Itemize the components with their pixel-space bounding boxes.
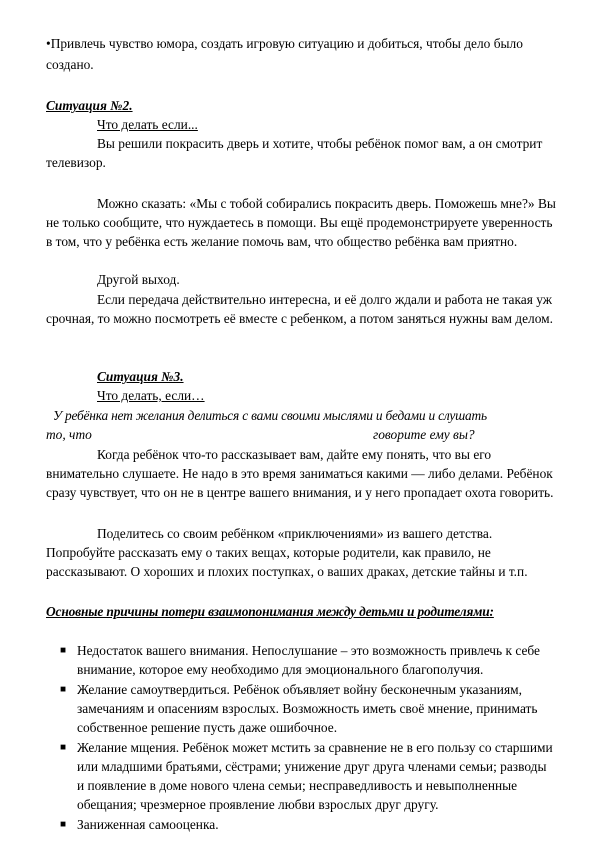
situation-3-title: Ситуация №3. <box>97 369 184 384</box>
situation-2-paragraph-2: Можно сказать: «Мы с тобой собирались покрасить дверь. Поможешь мне?» Вы не только сообщите, что нуждаетесь в помощи. Вы ещё продемонстрируете уверенность в том, что у ребёнка есть желание помочь вам, что общество ребёнка вам приятно. <box>46 196 556 249</box>
reasons-list <box>46 641 556 834</box>
situation-3-question-line-2-left: то, что <box>46 427 92 442</box>
list-item-text: Желание мщения. Ребёнок может мстить за сравнение не в его пользу со старшими или младшими братьями, сёстрами; унижение друг друга членами семьи; разводы и появление в доме нового члена семьи; несправедливость и невыполненные обещания; чрезмерное проявление любви взрослых друг другу. <box>77 740 553 812</box>
square-bullet-icon: ■ <box>60 819 67 830</box>
list-item <box>46 738 556 814</box>
situation-3-paragraph-1: Когда ребёнок что-то рассказывает вам, дайте ему понять, что вы его внимательно слушаете. Не надо в это время заниматься какими — либо делами. Ребёнок сразу чувствует, что он не в центре вашего внимания, и у него пропадает охота говорить. <box>46 447 554 500</box>
situation-3-subtitle: Что делать, если… <box>97 388 205 403</box>
list-item-text: Недостаток вашего внимания. Непослушание – это возможность привлечь к себе внимание, которое ему необходимо для эмоционального благополучия. <box>77 643 540 677</box>
intro-line-1: •Привлечь чувство юмора, создать игровую ситуацию и добиться, чтобы дело было <box>46 36 523 51</box>
situation-2-subtitle: Что делать если... <box>97 117 198 132</box>
situation-2-paragraph-1: Вы решили покрасить дверь и хотите, чтобы ребёнок помог вам, а он смотрит телевизор. <box>46 136 543 170</box>
list-item <box>46 680 556 737</box>
situation-3-question-line-1: У ребёнка нет желания делиться с вами своими мыслями и бедами и слушать <box>53 408 487 423</box>
situation-2-title: Ситуация №2. <box>46 98 133 113</box>
square-bullet-icon: ■ <box>60 684 67 695</box>
intro-line-2: создано. <box>46 57 94 72</box>
situation-3-question-line-2-right: говорите ему вы? <box>373 427 475 442</box>
list-item-text: Заниженная самооценка. <box>77 817 219 832</box>
situation-3-paragraph-2: Поделитесь со своим ребёнком «приключениями» из вашего детства. Попробуйте рассказать ему о таких вещах, которые родители, как правило, не рассказывают. О хороших и плохих поступках, о ваших драках, детские тайны и т.п. <box>46 526 528 579</box>
list-item <box>46 641 556 679</box>
list-item-text: Желание самоутвердиться. Ребёнок объявляет войну бесконечным указаниям, замечаниям и опасениям взрослых. Возможность иметь своё мнение, принимать собственное решение пусть даже ошибочное. <box>77 682 538 735</box>
list-item <box>46 815 556 834</box>
situation-2-paragraph-3: Другой выход. <box>97 272 180 287</box>
reasons-title: Основные причины потери взаимопонимания между детьми и родителями: <box>46 604 494 619</box>
square-bullet-icon: ■ <box>60 645 67 656</box>
situation-2-paragraph-4: Если передача действительно интересна, и её долго ждали и работа не такая уж срочная, то можно посмотреть её вместе с ребенком, а потом заняться нужны вам делом. <box>46 292 554 326</box>
square-bullet-icon: ■ <box>60 742 67 753</box>
